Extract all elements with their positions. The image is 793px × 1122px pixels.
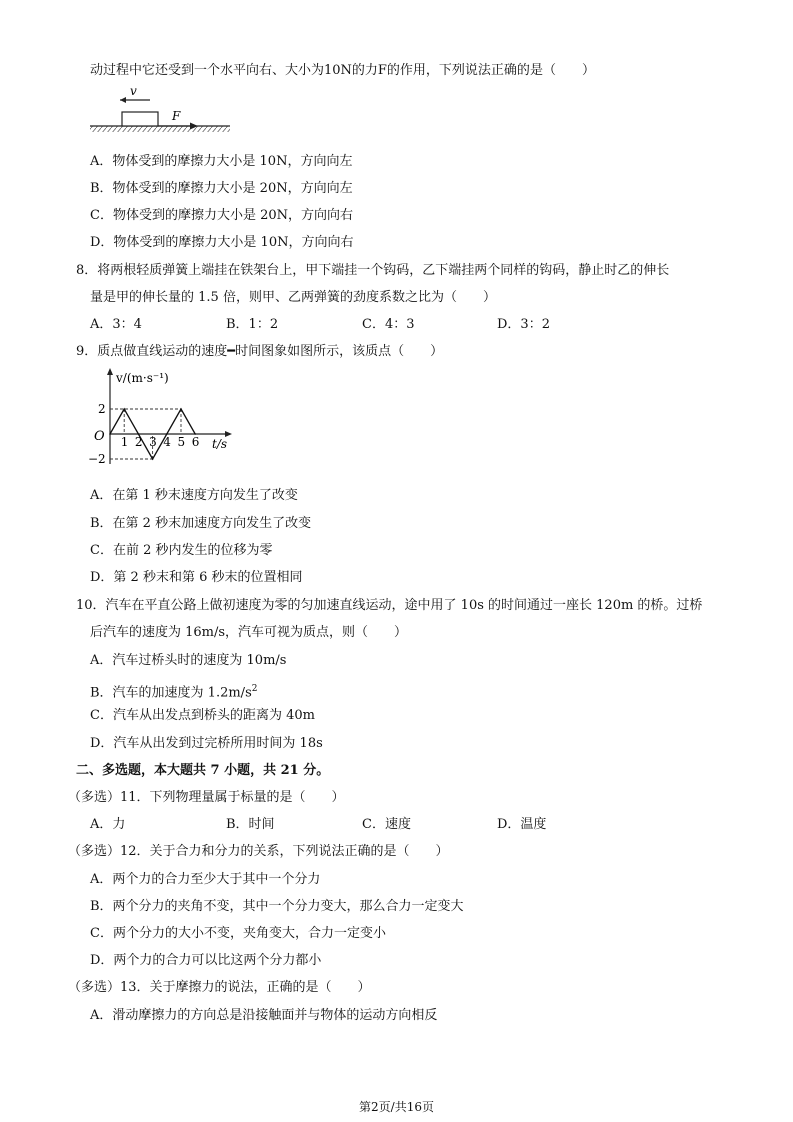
origin-label: O (94, 429, 105, 444)
y-tick-label-max: 2 (98, 402, 106, 416)
q8-option-c: C．4：3 (362, 317, 415, 332)
q11-option-c: C．速度 (362, 817, 411, 832)
q10-stem-line2: 后汽车的速度为 16m/s，汽车可视为质点，则（ ） (90, 625, 408, 640)
q10-stem-line1: 10．汽车在平直公路上做初速度为零的匀加速直线运动，途中用了 10s 的时间通过一座长 120m 的桥。过桥 (76, 598, 703, 613)
q11-option-b: B．时间 (226, 817, 275, 832)
q12-option-c: C．两个分力的大小不变，夹角变大，合力一定变小 (90, 926, 386, 941)
q7-stem: 动过程中它还受到一个水平向右、大小为10N的力F的作用，下列说法正确的是（ ） (90, 63, 595, 78)
q11-option-d: D．温度 (497, 817, 547, 832)
q9-option-a: A．在第 1 秒末速度方向发生了改变 (90, 488, 298, 503)
q10-option-c: C．汽车从出发点到桥头的距离为 40m (90, 708, 315, 723)
q10-option-b (90, 680, 257, 702)
velocity-label: v (130, 86, 137, 98)
q11-stem: （多选）11．下列物理量属于标量的是（ ） (68, 790, 345, 805)
block (122, 112, 158, 126)
q7-option-b: B．物体受到的摩擦力大小是 20N，方向向左 (90, 181, 353, 196)
q11-option-a: A．力 (90, 817, 126, 832)
data-point-t5 (180, 408, 182, 410)
velocity-arrowhead (120, 97, 126, 103)
x-tick-label-6: 6 (191, 435, 200, 449)
x-tick-label-2: 2 (134, 435, 143, 449)
q7-option-c: C．物体受到的摩擦力大小是 20N，方向向右 (90, 208, 353, 223)
section-heading: 二、多选题，本大题共 7 小题，共 21 分。 (76, 763, 330, 778)
x-tick-label-3: 3 (149, 435, 157, 449)
q13-stem: （多选）13．关于摩擦力的说法，正确的是（ ） (68, 980, 371, 995)
q9-option-c: C．在前 2 秒内发生的位移为零 (90, 543, 273, 558)
q12-option-d: D．两个力的合力可以比这两个分力都小 (90, 953, 322, 968)
q8-option-d: D．3：2 (497, 317, 550, 332)
q7-option-d: D．物体受到的摩擦力大小是 10N，方向向右 (90, 235, 354, 250)
block-force-diagram (86, 86, 236, 134)
x-axis-label: t/s (212, 437, 228, 451)
q12-stem: （多选）12．关于合力和分力的关系，下列说法正确的是（ ） (68, 844, 449, 859)
y-axis-label: v/(m·s⁻¹) (116, 371, 169, 385)
q10-option-d: D．汽车从出发到过完桥所用时间为 18s (90, 736, 323, 751)
q10-option-a: A．汽车过桥头时的速度为 10m/s (90, 653, 287, 668)
q7-option-a: A．物体受到的摩擦力大小是 10N，方向向左 (90, 154, 353, 169)
q8-option-a: A．3：4 (90, 317, 142, 332)
x-tick-label-1: 1 (120, 435, 129, 449)
velocity-time-chart (84, 366, 244, 470)
q8-option-b: B．1：2 (226, 317, 279, 332)
y-axis-arrowhead (107, 368, 113, 375)
q10-option-b-sup: 2 (251, 684, 258, 694)
data-point-t0 (109, 433, 111, 435)
q9-option-d: D．第 2 秒末和第 6 秒末的位置相同 (90, 570, 303, 585)
x-tick-label-5: 5 (177, 435, 186, 449)
q9-option-b: B．在第 2 秒末加速度方向发生了改变 (90, 516, 312, 531)
q10-option-b-text: B．汽车的加速度为 1.2m/s (90, 685, 252, 701)
q12-option-b: B．两个分力的夹角不变，其中一个分力变大，那么合力一定变大 (90, 899, 464, 914)
q8-stem-line1: 8．将两根轻质弹簧上端挂在铁架台上，甲下端挂一个钩码，乙下端挂两个同样的钩码，静止时乙的伸长 (76, 263, 670, 278)
data-point-t3 (152, 458, 154, 460)
q8-stem-line2: 量是甲的伸长量的 1.5 倍，则甲、乙两弹簧的劲度系数之比为（ ） (90, 290, 496, 305)
q9-stem: 9．质点做直线运动的速度━时间图象如图所示，该质点（ ） (76, 344, 444, 359)
q13-option-a: A．滑动摩擦力的方向总是沿接触面并与物体的运动方向相反 (90, 1008, 438, 1023)
q12-option-a: A．两个力的合力至少大于其中一个分力 (90, 872, 321, 887)
y-tick-label-min: −2 (88, 452, 106, 466)
ground-hatch (90, 126, 230, 132)
force-label: F (172, 109, 181, 123)
page-number: 第2页/共16页 (359, 1100, 434, 1114)
data-point-t1 (123, 408, 125, 410)
x-tick-label-4: 4 (163, 435, 171, 449)
